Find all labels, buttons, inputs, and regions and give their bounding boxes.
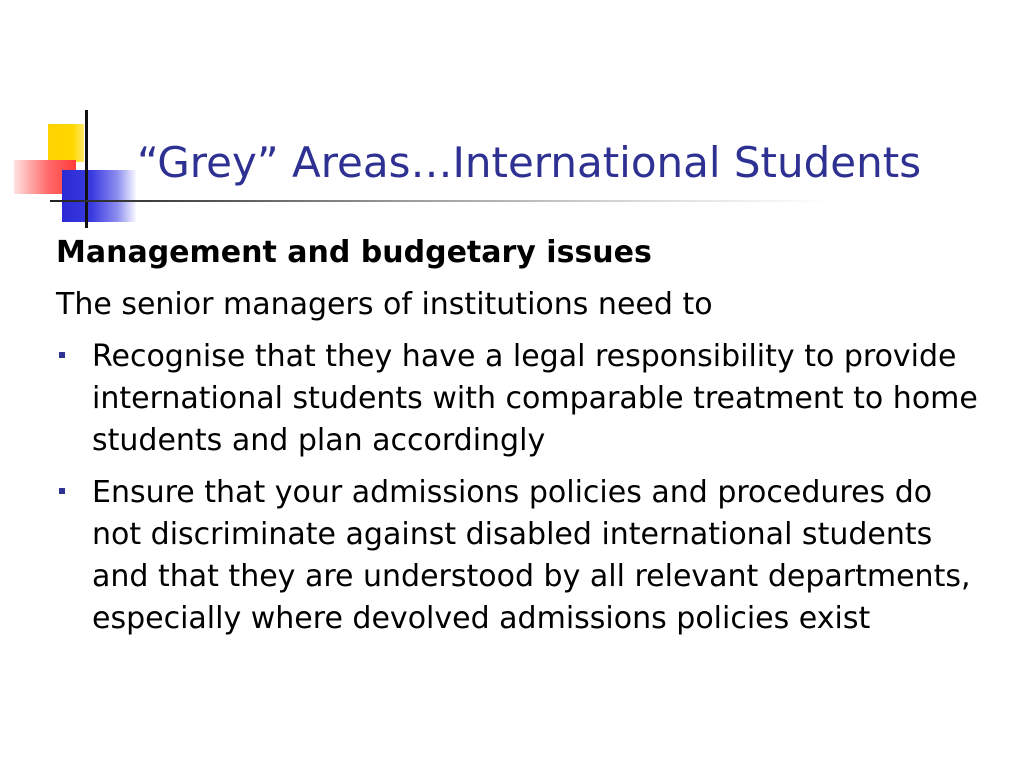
bullet-item [56, 336, 986, 462]
bullet-list [56, 336, 986, 640]
blue-square [62, 170, 136, 222]
intro-text: The senior managers of institutions need to [56, 287, 713, 322]
decorative-logo [0, 0, 150, 240]
slide-body [56, 232, 986, 650]
bullet-text: Recognise that they have a legal responsibility to provide international students with comparable treatment to home students and plan accordingly [92, 339, 978, 458]
title-underline [50, 200, 830, 202]
vertical-rule [85, 110, 88, 228]
square-bullet-icon [59, 488, 65, 494]
slide-title: “Grey” Areas…International Students [137, 138, 922, 187]
square-bullet-icon [59, 352, 65, 358]
bullet-item [56, 472, 986, 640]
yellow-square [48, 124, 84, 162]
subheading: Management and budgetary issues [56, 235, 652, 270]
bullet-text: Ensure that your admissions policies and procedures do not discriminate against disabled international students and that they are understood by all relevant departments, especially where devolved admissions policies exist [92, 475, 971, 636]
